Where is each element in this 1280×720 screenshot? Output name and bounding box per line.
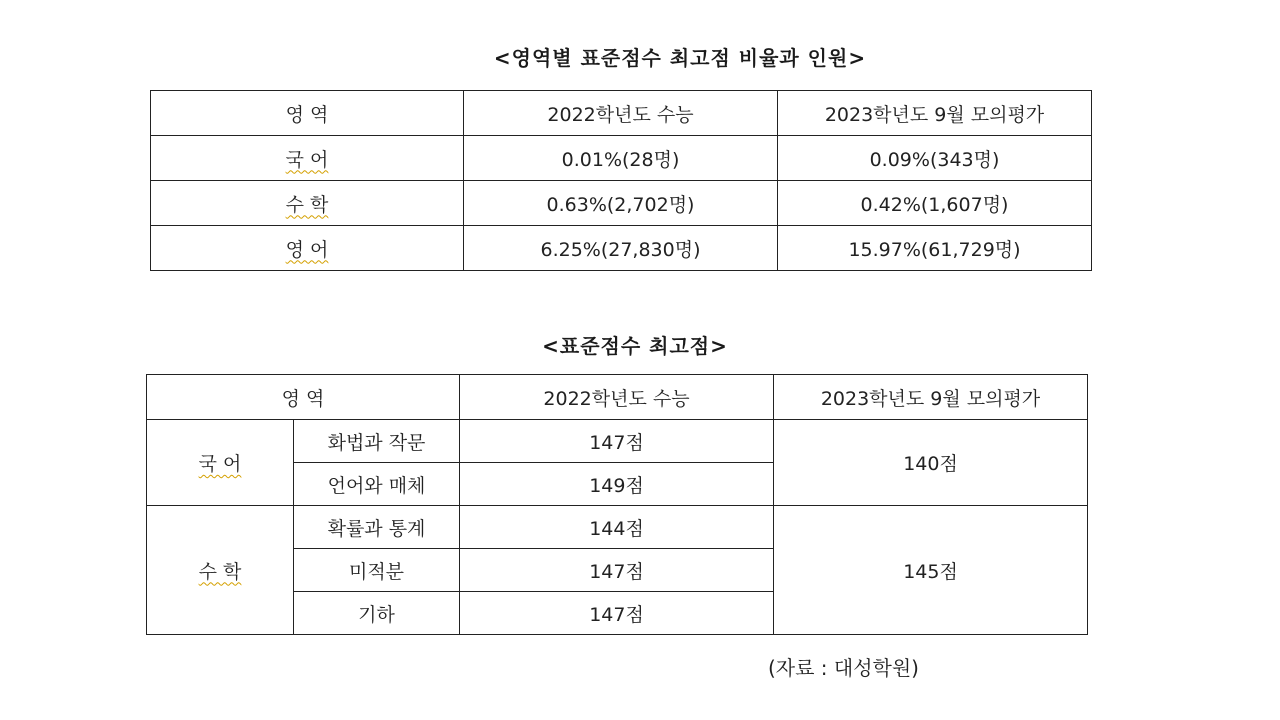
- value-2023: 0.09%(343명): [778, 136, 1092, 181]
- value-2023: 140점: [774, 420, 1088, 506]
- value-2022: 144점: [460, 506, 774, 549]
- subject-cell: 기하: [294, 592, 460, 635]
- value-2022: 147점: [460, 420, 774, 463]
- value-2022: 147점: [460, 592, 774, 635]
- table-header-row: [151, 91, 1092, 136]
- table-row: [151, 181, 1092, 226]
- area-cell: [151, 181, 464, 226]
- area-cell: [147, 420, 294, 506]
- table-row: [151, 136, 1092, 181]
- subject-cell: 확률과 통계: [294, 506, 460, 549]
- table1-caption: <영역별 표준점수 최고점 비율과 인원>: [493, 46, 867, 70]
- table-row: [147, 420, 1088, 463]
- area-label: 국 어: [198, 453, 242, 475]
- area-label: 수 학: [285, 193, 329, 216]
- area-label: 수 학: [198, 560, 242, 583]
- value-2022: 0.63%(2,702명): [464, 181, 778, 226]
- table-row: [147, 506, 1088, 549]
- value-2022: 6.25%(27,830명): [464, 226, 778, 271]
- source-note: (자료 : 대성학원): [768, 656, 919, 680]
- table-header-row: [147, 375, 1088, 420]
- area-label: 국 어: [285, 148, 329, 171]
- area-cell: [151, 136, 464, 181]
- area-cell: [147, 506, 294, 635]
- header-2022: 2022학년도 수능: [464, 91, 778, 136]
- subject-cell: 언어와 매체: [294, 463, 460, 506]
- area-label: 영 어: [285, 238, 329, 261]
- table2-caption: <표준점수 최고점>: [542, 334, 728, 358]
- value-2023: 145점: [774, 506, 1088, 635]
- header-area: 영 역: [147, 375, 460, 420]
- subject-cell: 화법과 작문: [294, 420, 460, 463]
- value-2022: 149점: [460, 463, 774, 506]
- table-row: [151, 226, 1092, 271]
- value-2022: 147점: [460, 549, 774, 592]
- value-2022: 0.01%(28명): [464, 136, 778, 181]
- value-2023: 0.42%(1,607명): [778, 181, 1092, 226]
- header-2023: 2023학년도 9월 모의평가: [778, 91, 1092, 136]
- area-cell: [151, 226, 464, 271]
- value-2023: 15.97%(61,729명): [778, 226, 1092, 271]
- top-score-table: [146, 374, 1088, 635]
- subject-cell: 미적분: [294, 549, 460, 592]
- header-2023: 2023학년도 9월 모의평가: [774, 375, 1088, 420]
- ratio-table: [150, 90, 1092, 271]
- header-2022: 2022학년도 수능: [460, 375, 774, 420]
- header-area: 영 역: [151, 91, 464, 136]
